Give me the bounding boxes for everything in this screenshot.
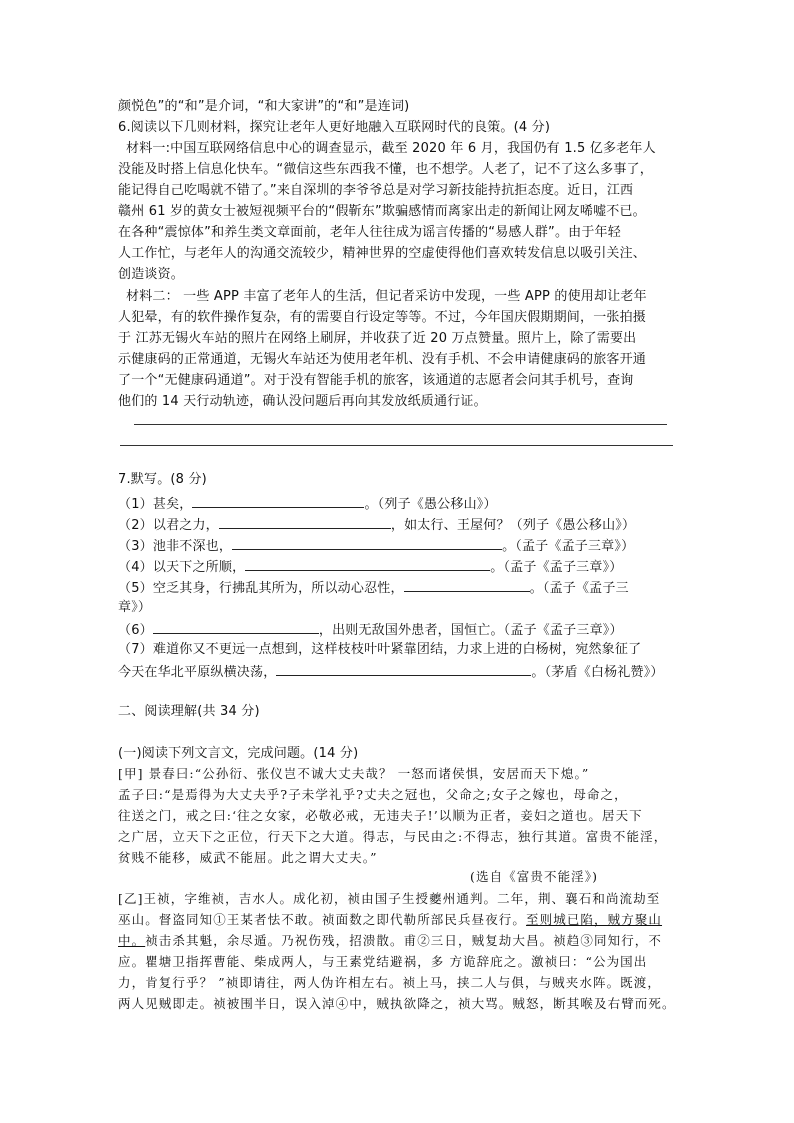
q6-material1-line: 在各种“震惊体”和养生类文章面前，老年人往往成为谣言传播的“易感人群”。由于年轻 — [118, 225, 621, 240]
q6-answer-line[interactable] — [134, 424, 667, 425]
passage-yi-line: 力，肯复行乎？ ”祯即请往，两人伪许相左右。祯上马，挟二人与俱，与贼夹水阵。既渡， — [118, 975, 661, 990]
passage-yi-line: 中。祯击杀其魁，余尽遁。乃祝伤残，招溃散。甫②三日，贼复劫大昌。祯趋③同知行，不 — [118, 933, 663, 948]
q6-title: 6.阅读以下几则材料，探究让老年人更好地融入互联网时代的良策。(4 分) — [118, 120, 551, 135]
passage-yi-line: 应。瞿塘卫指挥曹能、柴成两人，与王素党结避祸，多 方诡辞庇之。激祯曰：“公为国出 — [118, 954, 648, 969]
blank-input[interactable] — [276, 661, 531, 676]
blank-input[interactable] — [192, 493, 364, 508]
passage-yi-line: 巫山。督盗同知①王某者怯不敢。祯面数之即代勒所部民兵昼夜行。至则城已陷，贼方聚山 — [118, 912, 663, 927]
section-2-heading: 二、阅读理解(共 34 分) — [118, 704, 260, 719]
q7-item-5: （5）空乏其身，行拂乱其所为，所以动心忍性， 。（孟子《孟子三 — [118, 577, 678, 599]
q7-item-7: （7）难道你又不更远一点想到，这样枝枝叶叶紧靠团结，力求上进的白杨树，宛然象征了 — [118, 642, 642, 657]
q7-item-5-cont: 章》） — [118, 600, 152, 615]
passage-jia-line: 孟子曰:“是焉得为大丈夫乎?子未学礼乎?丈夫之冠也，父命之;女子之嫁也，母命之， — [118, 787, 628, 802]
q6-material2-line: 他们的 14 天行动轨迹，确认没问题后再向其发放纸质通行证。 — [118, 394, 487, 409]
underlined-sentence: 至则城已陷，贼方聚山 — [526, 912, 663, 927]
blank-input[interactable] — [219, 514, 391, 529]
q6-material1-line: 材料一:中国互联网络信息中心的调查显示，截至 2020 年 6 月，我国仍有 1.5 亿多老年人 — [126, 141, 656, 156]
q6-material1-line: 赣州 61 岁的黄女士被短视频平台的“假靳东”欺骗感情而离家出走的新闻让网友唏嘘不已。 — [118, 204, 646, 219]
passage-jia-line: 往送之门，戒之曰:‘往之女家，必敬必戒，无违夫子!’以顺为正者，妾妇之道也。居天下 — [118, 808, 643, 823]
blank-input[interactable] — [232, 535, 502, 550]
passage-yi-line: 两人见贼即走。祯被围半日，误入淖④中，贼执欲降之，祯大骂。贼怒，断其喉及右臂而死。 — [118, 996, 676, 1011]
q7-item-1: （1）甚矣， 。（列子《愚公移山》） — [118, 493, 678, 515]
blank-input[interactable] — [245, 556, 490, 571]
q6-material2-line: 人犯晕，有的软件操作复杂，有的需要自行设定等等。不过，今年国庆假期期间，一张拍摄 — [118, 310, 647, 325]
underlined-sentence: 中。 — [118, 933, 146, 948]
q6-material1-line: 创造谈资。 — [118, 267, 185, 282]
q6-material1-line: 人工作忙，与老年人的沟通交流较少，精神世界的空虚使得他们喜欢转发信息以吸引关注、 — [118, 246, 647, 261]
intro-line: 颜悦色”的“和”是介词，“和大家讲”的“和”是连词) — [118, 99, 410, 114]
passage-jia-line: 贫贱不能移，威武不能屈。此之谓大丈夫。” — [118, 850, 378, 865]
q6-material2-line: 了一个“无健康码通道”。对于没有智能手机的旅客，该通道的志愿者会问其手机号，查询 — [118, 373, 634, 388]
q6-material2-line: 于 江苏无锡火车站的照片在网络上刷屏，并收获了近 20 万点赞量。照片上，除了需要出 — [118, 331, 637, 346]
passage-1-title: (一)阅读下列文言文，完成问题。(14 分) — [118, 746, 359, 761]
q7-item-6: （6） ，出则无敌国外患者，国恒亡。（孟子《孟子三章》） — [118, 619, 678, 641]
passage-jia-line: [甲] 景春曰:“公孙衍、张仪岂不诚大丈夫哉？ 一怒而诸侯惧，安居而天下熄。” — [118, 766, 590, 781]
q7-item-3: （3）池非不深也， 。（孟子《孟子三章》） — [118, 535, 678, 557]
blank-input[interactable] — [404, 577, 530, 592]
q6-material2-line: 材料二： 一些 APP 丰富了老年人的生活，但记者采访中发现，一些 APP 的使用却让老年 — [126, 289, 647, 304]
blank-input[interactable] — [153, 619, 319, 634]
q7-item-4: （4）以天下之所顺， 。（孟子《孟子三章》） — [118, 556, 678, 578]
passage-jia-line: 之广居，立天下之正位，行天下之大道。得志，与民由之:不得志，独行其道。富贵不能淫， — [118, 829, 668, 844]
passage-jia-source: (选自《富贵不能淫》) — [470, 869, 599, 884]
q7-item-2: （2）以君之力， ，如太行、王屋何？（列子《愚公移山》） — [118, 514, 678, 536]
q6-material2-line: 示健康码的正常通道，无锡火车站还为使用老年机、没有手机、不会申请健康码的旅客开通 — [118, 352, 647, 367]
q7-title: 7.默写。(8 分) — [118, 472, 207, 487]
q6-material1-line: 没能及时搭上信息化快车。“微信这些东西我不懂，也不想学。人老了，记不了这么多事了， — [118, 162, 653, 177]
q7-item-7-cont: 今天在华北平原纵横决荡， 。（茅盾《白杨礼赞》） — [118, 661, 678, 683]
q6-answer-line[interactable] — [120, 445, 673, 446]
passage-yi-line: [乙]王祯，字维祯，吉水人。成化初，祯由国子生授夔州通判。二年，荆、襄石和尚流劫至 — [118, 891, 661, 906]
q6-material1-line: 能记得自己吃喝就不错了。”来自深圳的李爷爷总是对学习新技能持抗拒态度。近日，江西 — [118, 183, 634, 198]
